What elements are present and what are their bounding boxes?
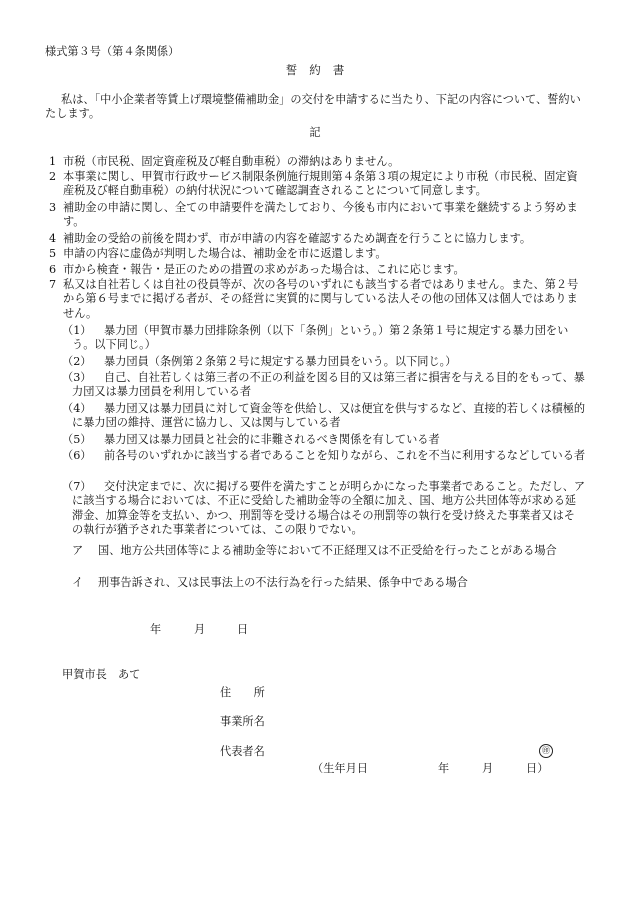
item-number: 2 [49, 170, 57, 183]
item-7 [49, 278, 585, 321]
subitem-number: （7） [62, 480, 92, 493]
item-text: 私又は自社若しくは自社の役員等が、次の各号のいずれにも該当する者ではありません。また、第２号から第６号までに掲げる者が、その経営に実質的に関与している法人その他の団体又は個人ではありません。 [63, 278, 579, 320]
date-year-label: 年 [150, 623, 162, 636]
item-3 [49, 201, 585, 230]
subsub-a [72, 544, 584, 558]
subsub-text: 国、地方公共団体等による補助金等において不正経理又は不正受給を行ったことがある場合 [98, 544, 557, 557]
item-1 [49, 155, 585, 169]
item-number: 5 [49, 247, 57, 260]
item-6 [49, 263, 585, 277]
item-number: 3 [49, 201, 57, 214]
item-text: 補助金の申請に関し、全ての申請要件を満たしており、今後も市内において事業を継続するよう努めます。 [63, 201, 578, 229]
item-5 [49, 247, 585, 261]
subitem-number: （1） [62, 324, 92, 337]
office-name-label: 事業所名 [220, 715, 265, 728]
ki-heading: 記 [309, 126, 321, 139]
subitem-text: 暴力団又は暴力団員に対して資金等を供給し、又は便宜を供与するなど、直接的若しくは積極的に暴力団の維持、運営に協力し、又は関与している者 [72, 402, 586, 430]
form-label: 様式第３号（第４条関係） [45, 45, 180, 58]
subitem-number: （6） [62, 449, 92, 462]
item-number: 1 [49, 155, 57, 168]
subitem-text: 暴力団又は暴力団員と社会的に非難されるべき関係を有している者 [104, 433, 440, 446]
subitem-number: （5） [62, 433, 92, 446]
date-day-label: 日 [237, 623, 249, 636]
subsub-number: ア [72, 544, 84, 557]
subitem-1 [62, 324, 586, 353]
item-number: 4 [49, 232, 57, 245]
item-number: 7 [49, 278, 57, 291]
subitem-2 [62, 355, 586, 369]
subitem-number: （3） [62, 371, 92, 384]
subitem-number: （2） [62, 355, 92, 368]
item-text: 補助金の受給の前後を問わず、市が申請の内容を確認するため調査を行うことに協力します。 [63, 232, 532, 245]
seal-mark: ㊞ [539, 744, 553, 758]
subitem-text: 暴力団員（条例第２条第２号に規定する暴力団員をいう。以下同じ。） [104, 355, 457, 368]
intro-paragraph: 私は、「中小企業者等賃上げ環境整備補助金」の交付を申請するに当たり、下記の内容について、誓約いたします。 [45, 93, 581, 121]
subsub-text: 刑事告訴され、又は民事法上の不法行為を行った結果、係争中である場合 [98, 576, 468, 589]
item-text: 本事業に関し、甲賀市行政サービス制限条例施行規則第４条第３項の規定により市税（市民税、固定資産税及び軽自動車税）の納付状況について確認調査されることについて同意します。 [63, 170, 578, 198]
addressee: 甲賀市長 あて [62, 668, 141, 681]
subitem-text: 自己、自社若しくは第三者の不正の利益を図る目的又は第三者に損害を与える目的をもって、暴力団又は暴力団員を利用している者 [72, 371, 585, 399]
item-number: 6 [49, 263, 57, 276]
item-4 [49, 232, 585, 246]
subitem-3 [62, 371, 586, 400]
subsub-number: イ [72, 576, 84, 589]
address-label: 住 所 [220, 686, 265, 699]
item-text: 申請の内容に虚偽が判明した場合は、補助金を市に返還します。 [63, 247, 387, 260]
birthdate-year-label: 年 [438, 762, 450, 775]
subsub-i [72, 576, 584, 590]
subitem-text: 暴力団（甲賀市暴力団排除条例（以下「条例」という。）第２条第１号に規定する暴力団をいう。以下同じ。） [72, 324, 569, 352]
date-month-label: 月 [194, 623, 206, 636]
birthdate-open: （生年月日 [312, 762, 368, 775]
subitem-6 [62, 449, 586, 463]
item-text: 市税（市民税、固定資産税及び軽自動車税）の滞納はありません。 [63, 155, 400, 168]
subitem-text: 交付決定までに、次に掲げる要件を満たすことが明らかになった事業者であること。ただし、アに該当する場合においては、不正に受給した補助金等の全額に加え、国、地方公共団体等が求める延滞金、加算金等を支払い、かつ、刑罰等を受ける場合はその刑罰等の執行を受け終えた事業者又はその執行が猶予された事業者については、この限りでない。 [72, 480, 586, 537]
subitem-4 [62, 402, 586, 431]
subitem-number: （4） [62, 402, 92, 415]
birthdate-month-label: 月 [482, 762, 494, 775]
subitem-5 [62, 433, 586, 447]
item-text: 市から検査・報告・是正のための措置の求めがあった場合は、これに応じます。 [63, 263, 465, 276]
document-title: 誓約書 [285, 63, 357, 77]
representative-label: 代表者名 [220, 745, 265, 758]
birthdate-day-label: 日） [526, 762, 549, 775]
subitem-text: 前各号のいずれかに該当する者であることを知りながら、これを不当に利用するなどしている者 [104, 449, 586, 462]
item-2 [49, 170, 585, 199]
subitem-7 [62, 480, 586, 538]
